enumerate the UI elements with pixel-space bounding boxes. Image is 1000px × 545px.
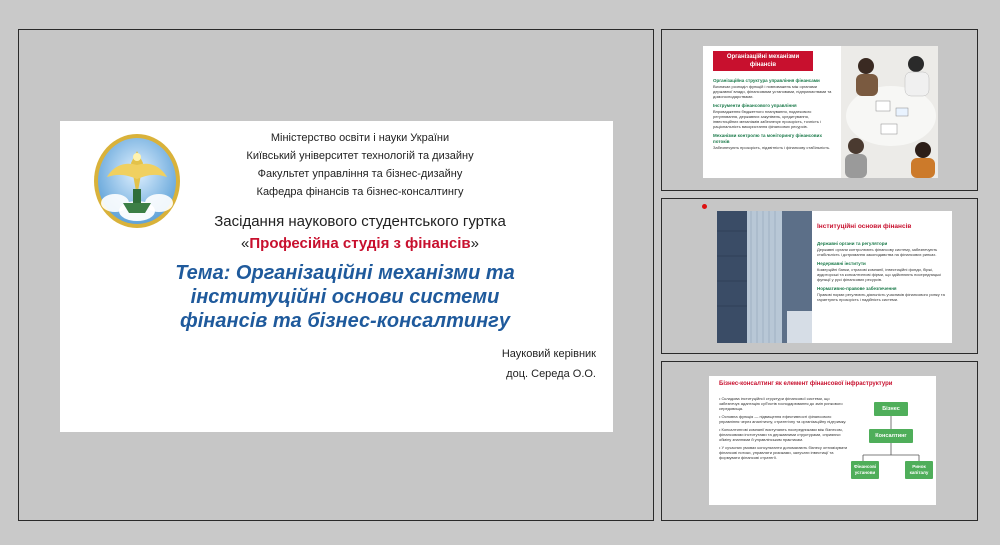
topic-line-3: фінансів та бізнес-консалтингу: [180, 310, 510, 332]
thumb2-title: Інституційні основи фінансів: [817, 223, 912, 230]
thumb1-title: Організаційні механізми фінансів: [726, 54, 800, 68]
thumb3-bullet-3-text: Консалтингові компанії виступають посередниками між бізнесом, фінансовими інститутами та державними структурами, сприяючи обміну знаннями й управлінським практикам.: [719, 427, 843, 442]
diagram-box-business: Бізнес: [874, 402, 908, 416]
club-name: Професійна студія з фінансів: [249, 235, 471, 252]
topic-line-2: інституційні основи системи: [190, 286, 500, 308]
red-marker-dot: [702, 204, 707, 209]
thumb1-block1-heading: Організаційна структура управління фінансами: [713, 78, 820, 83]
thumb2-block2-heading: Недержавні інститути: [817, 261, 866, 266]
thumb3-bullet-4: • У сучасних умовах консультанти допомагають бізнесу оптимізувати фінансові потоки, управляти ризиками, залучати інвестиції та формувати фінансові стратегії.: [719, 445, 848, 460]
thumb3-bullet-2: • Основна функція — підвищення ефективності фінансового управління через аналітичну, стратегічну та організаційну підтримку.: [719, 414, 847, 424]
main-slide-panel[interactable]: [18, 29, 654, 521]
diagram-box-capital-market: Ринок капіталу: [905, 461, 933, 479]
thumb2-block3-heading: Нормативно-правове забезпечення: [817, 286, 897, 291]
slide-thumbnail-3[interactable]: [661, 198, 978, 354]
thumb2-block2-text: Комерційні банки, страхові компанії, інвестиційні фонди, біржі, аудиторські та консалтингові фірми, що здійснюють посередницькі функції у русі фінансових ресурсів.: [817, 267, 941, 282]
open-quote: «: [241, 235, 250, 252]
close-quote: »: [470, 235, 479, 252]
diagram-box-consulting: Консалтинг: [869, 429, 913, 443]
thumb1-photo-meeting: [841, 46, 938, 178]
topic-title: [120, 261, 570, 333]
thumb1-slide[interactable]: [703, 46, 938, 178]
diagram-box-financial-institutions: Фінансові установи: [851, 461, 879, 479]
thumb1-block1-text: Визначає розподіл функцій і повноважень між органами державної влади, фінансовими установами, підприємствами та домогосподарствами.: [713, 84, 832, 99]
thumb3-bullet-1: • Складова інституційної структури фінансової системи, що забезпечує адаптацію суб'єктів господарювання до змін ринкового середовища.: [719, 396, 843, 411]
thumb1-block3-heading: Механізми контролю та моніторингу фінансових потоків: [713, 133, 822, 144]
thumb2-block3-text: Правові норми регулюють діяльність учасників фінансового ринку та гарантують прозорість і надійність системи.: [817, 292, 945, 302]
thumb3-bullet-1-text: Складова інституційної структури фінансової системи, що забезпечує адаптацію суб'єктів господарювання до змін ринкового середовища.: [719, 396, 843, 411]
thumb3-bullet-3: • Консалтингові компанії виступають посередниками між бізнесом, фінансовими інститутами та державними структурами, сприяючи обміну знаннями й управлінським практикам.: [719, 427, 843, 442]
thumb1-block2-heading: Інструменти фінансового управління: [713, 103, 797, 108]
thumb3-slide[interactable]: [709, 376, 936, 505]
slide-thumbnail-4[interactable]: [661, 361, 978, 521]
faculty-line: Факультет управління та бізнес-дизайну: [257, 168, 463, 180]
thumb3-title: Бізнес-консалтинг як елемент фінансової інфраструктури: [719, 381, 893, 387]
supervisor-name: доц. Середа О.О.: [506, 368, 596, 380]
main-slide[interactable]: [60, 121, 613, 432]
thumb1-block2-text: Впровадження бюджетного планування, податкового регулювання, державних закупівель, кредитування, інвестиційних механізмів забезпечує прозорість, точність і раціональність використання фінансових ресурсів.: [713, 109, 821, 129]
thumb3-bullet-4-text: У сучасних умовах консультанти допомагають бізнесу оптимізувати фінансові потоки, управляти ризиками, залучати інвестиції та формувати фінансові стратегії.: [719, 445, 848, 460]
topic-line-1: Тема: Організаційні механізми та: [175, 262, 515, 284]
ministry-line: Міністерство освіти і науки України: [270, 132, 450, 144]
slide-thumbnail-2[interactable]: [661, 29, 978, 191]
thumb2-block1-text: Державні органи контролюють фінансову систему, забезпечують стабільність і дотримання законодавства на фінансових ринках.: [817, 247, 938, 257]
thumb2-photo-buildings: [717, 211, 812, 343]
thumb2-slide[interactable]: [717, 211, 952, 343]
thumb3-bullet-2-text: Основна функція — підвищення ефективності фінансового управління через аналітичну, стратегічну та організаційну підтримку.: [719, 414, 847, 424]
university-line: Київський університет технологій та дизайну: [246, 150, 474, 162]
department-line: Кафедра фінансів та бізнес-консалтингу: [256, 186, 464, 198]
thumb2-block1-heading: Державні органи та регулятори: [817, 241, 888, 246]
thumb1-title-box: [713, 51, 813, 71]
supervisor-label: Науковий керівник: [501, 348, 596, 360]
meeting-line: Засідання наукового студентського гуртка: [214, 213, 506, 230]
thumb1-block3-text: Забезпечують прозорість, підзвітність і фінансову стабільність.: [713, 145, 831, 150]
club-name-line: [160, 235, 560, 252]
